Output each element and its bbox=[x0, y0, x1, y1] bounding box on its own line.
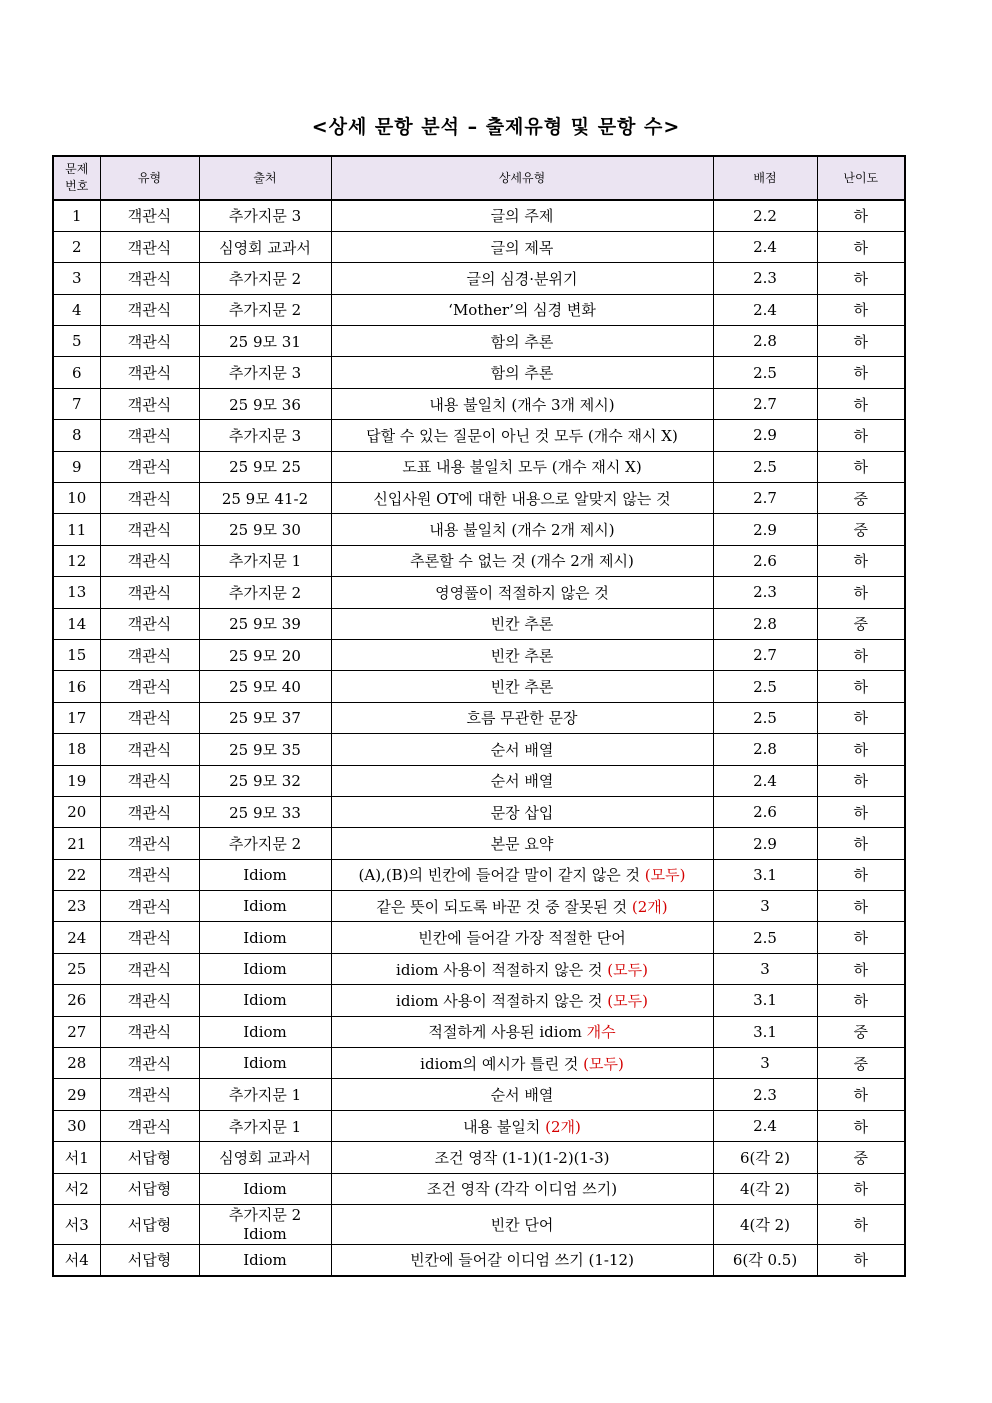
cell-source: 추가지문 3 bbox=[199, 357, 331, 388]
cell-difficulty: 하 bbox=[817, 231, 905, 262]
cell-number: 30 bbox=[53, 1110, 100, 1141]
cell-source: 25 9모 25 bbox=[199, 451, 331, 482]
cell-type: 객관식 bbox=[100, 828, 199, 859]
cell-number: 6 bbox=[53, 357, 100, 388]
cell-type: 객관식 bbox=[100, 796, 199, 827]
cell-difficulty: 하 bbox=[817, 451, 905, 482]
cell-type: 객관식 bbox=[100, 639, 199, 670]
cell-number: 27 bbox=[53, 1016, 100, 1047]
cell-detail bbox=[331, 765, 713, 796]
table-row bbox=[53, 985, 905, 1016]
cell-score: 2.2 bbox=[713, 200, 817, 231]
cell-score: 6(각 0.5) bbox=[713, 1245, 817, 1276]
cell-difficulty: 하 bbox=[817, 294, 905, 325]
table-row bbox=[53, 1245, 905, 1276]
cell-score: 2.8 bbox=[713, 608, 817, 639]
detail-text: 본문 요약 bbox=[490, 835, 554, 853]
detail-text: 도표 내용 불일치 모두 (개수 재시 X) bbox=[402, 458, 642, 477]
cell-type: 객관식 bbox=[100, 734, 199, 765]
cell-difficulty: 중 bbox=[817, 514, 905, 545]
cell-score: 6(각 2) bbox=[713, 1142, 817, 1173]
table-row bbox=[53, 294, 905, 325]
cell-difficulty: 하 bbox=[817, 200, 905, 231]
cell-number: 12 bbox=[53, 545, 100, 576]
cell-detail bbox=[331, 639, 713, 670]
detail-highlight: (모두) bbox=[607, 991, 648, 1010]
table-row bbox=[53, 1048, 905, 1079]
page-title: <상세 문항 분석 – 출제유형 및 문항 수> bbox=[311, 116, 681, 138]
table-row bbox=[53, 953, 905, 984]
cell-type: 서답형 bbox=[100, 1245, 199, 1276]
table-row bbox=[53, 796, 905, 827]
table-row bbox=[53, 702, 905, 733]
table-row bbox=[53, 200, 905, 231]
cell-source: Idiom bbox=[199, 985, 331, 1016]
cell-number: 서1 bbox=[53, 1142, 100, 1173]
cell-number: 24 bbox=[53, 922, 100, 953]
cell-detail bbox=[331, 357, 713, 388]
cell-detail bbox=[331, 891, 713, 922]
cell-score: 3.1 bbox=[713, 1016, 817, 1047]
cell-detail bbox=[331, 326, 713, 357]
cell-source: 추가지문 1 bbox=[199, 545, 331, 576]
cell-detail bbox=[331, 1205, 713, 1245]
detail-text: 순서 배열 bbox=[490, 1086, 554, 1105]
table-row bbox=[53, 1142, 905, 1173]
detail-text: 빈칸에 들어갈 이디엄 쓰기 (1-12) bbox=[410, 1251, 634, 1270]
cell-difficulty: 중 bbox=[817, 1016, 905, 1047]
cell-detail bbox=[331, 985, 713, 1016]
cell-number: 서2 bbox=[53, 1173, 100, 1204]
cell-difficulty: 하 bbox=[817, 1110, 905, 1141]
detail-text: 내용 불일치 bbox=[463, 1117, 546, 1136]
table-row bbox=[53, 231, 905, 262]
cell-type: 객관식 bbox=[100, 483, 199, 514]
cell-detail bbox=[331, 1016, 713, 1047]
cell-difficulty: 하 bbox=[817, 765, 905, 796]
cell-difficulty: 하 bbox=[817, 922, 905, 953]
cell-source: 25 9모 30 bbox=[199, 514, 331, 545]
detail-text: idiom 사용이 적절하지 않은 것 bbox=[396, 960, 608, 979]
cell-type: 서답형 bbox=[100, 1173, 199, 1204]
cell-type: 객관식 bbox=[100, 200, 199, 231]
cell-detail bbox=[331, 294, 713, 325]
cell-difficulty: 중 bbox=[817, 1142, 905, 1173]
cell-type: 객관식 bbox=[100, 859, 199, 890]
cell-score: 2.9 bbox=[713, 514, 817, 545]
cell-number: 8 bbox=[53, 420, 100, 451]
cell-number: 7 bbox=[53, 388, 100, 419]
table-row bbox=[53, 1110, 905, 1141]
cell-source: Idiom bbox=[199, 922, 331, 953]
header-type: 유형 bbox=[100, 156, 199, 200]
detail-text: 같은 뜻이 되도록 바꾼 것 중 잘못된 것 bbox=[376, 897, 632, 916]
detail-text: 내용 불일치 (개수 3개 제시) bbox=[429, 395, 615, 414]
cell-type: 객관식 bbox=[100, 985, 199, 1016]
detail-text: 적절하게 사용된 idiom bbox=[428, 1023, 587, 1042]
cell-score: 2.7 bbox=[713, 483, 817, 514]
cell-source: 25 9모 36 bbox=[199, 388, 331, 419]
cell-source: 추가지문 2 bbox=[199, 828, 331, 859]
table-row bbox=[53, 263, 905, 294]
cell-number: 16 bbox=[53, 671, 100, 702]
detail-text: 함의 추론 bbox=[490, 332, 554, 351]
cell-source: 25 9모 39 bbox=[199, 608, 331, 639]
cell-score: 3.1 bbox=[713, 985, 817, 1016]
table-row bbox=[53, 483, 905, 514]
table-row bbox=[53, 357, 905, 388]
cell-number: 서3 bbox=[53, 1205, 100, 1245]
cell-difficulty: 하 bbox=[817, 734, 905, 765]
cell-difficulty: 하 bbox=[817, 1079, 905, 1110]
table-row bbox=[53, 922, 905, 953]
cell-detail bbox=[331, 1079, 713, 1110]
detail-text: 빈칸에 들어갈 가장 적절한 단어 bbox=[418, 929, 626, 948]
table-row bbox=[53, 828, 905, 859]
cell-detail bbox=[331, 922, 713, 953]
cell-detail bbox=[331, 796, 713, 827]
detail-highlight: (모두) bbox=[644, 866, 686, 885]
detail-highlight: (2개) bbox=[545, 1117, 581, 1136]
cell-detail bbox=[331, 483, 713, 514]
cell-type: 객관식 bbox=[100, 1110, 199, 1141]
cell-difficulty: 하 bbox=[817, 388, 905, 419]
cell-difficulty: 하 bbox=[817, 985, 905, 1016]
cell-source: 25 9모 32 bbox=[199, 765, 331, 796]
cell-source: 추가지문 1 bbox=[199, 1110, 331, 1141]
detail-text: 빈칸 추론 bbox=[490, 646, 554, 665]
cell-detail bbox=[331, 608, 713, 639]
cell-source: Idiom bbox=[199, 1173, 331, 1204]
cell-score: 3 bbox=[713, 953, 817, 984]
cell-source: 추가지문 2 Idiom bbox=[199, 1205, 331, 1245]
table-row bbox=[53, 671, 905, 702]
cell-score: 2.4 bbox=[713, 765, 817, 796]
cell-difficulty: 하 bbox=[817, 263, 905, 294]
cell-source: 추가지문 3 bbox=[199, 420, 331, 451]
cell-source: 추가지문 2 bbox=[199, 294, 331, 325]
detail-text: 순서 배열 bbox=[490, 740, 554, 759]
cell-difficulty: 중 bbox=[817, 1048, 905, 1079]
cell-difficulty: 하 bbox=[817, 420, 905, 451]
analysis-table bbox=[52, 155, 906, 1277]
detail-text: 빈칸 단어 bbox=[490, 1216, 554, 1234]
table-row bbox=[53, 326, 905, 357]
cell-source: 25 9모 20 bbox=[199, 639, 331, 670]
cell-detail bbox=[331, 1048, 713, 1079]
cell-number: 28 bbox=[53, 1048, 100, 1079]
detail-text: 조건 영작 (1-1)(1-2)(1-3) bbox=[434, 1148, 610, 1167]
cell-score: 3 bbox=[713, 1048, 817, 1079]
cell-type: 객관식 bbox=[100, 1016, 199, 1047]
cell-score: 2.5 bbox=[713, 451, 817, 482]
cell-detail bbox=[331, 1142, 713, 1173]
cell-score: 2.5 bbox=[713, 922, 817, 953]
table-row bbox=[53, 1016, 905, 1047]
cell-difficulty: 하 bbox=[817, 796, 905, 827]
cell-difficulty: 하 bbox=[817, 859, 905, 890]
cell-difficulty: 하 bbox=[817, 1205, 905, 1245]
cell-score: 4(각 2) bbox=[713, 1205, 817, 1245]
cell-type: 객관식 bbox=[100, 388, 199, 419]
table-row bbox=[53, 420, 905, 451]
cell-detail bbox=[331, 734, 713, 765]
detail-text: ‘Mother’의 심경 변화 bbox=[448, 301, 596, 320]
cell-source: 25 9모 37 bbox=[199, 702, 331, 733]
cell-source: 25 9모 31 bbox=[199, 326, 331, 357]
detail-highlight: (2개) bbox=[631, 897, 668, 916]
cell-score: 2.6 bbox=[713, 796, 817, 827]
cell-detail bbox=[331, 859, 713, 890]
table-row bbox=[53, 451, 905, 482]
cell-source: 추가지문 3 bbox=[199, 200, 331, 231]
cell-detail bbox=[331, 828, 713, 859]
detail-text: 영영풀이 적절하지 않은 것 bbox=[435, 583, 609, 602]
cell-type: 객관식 bbox=[100, 420, 199, 451]
detail-text: 빈칸 추론 bbox=[490, 678, 554, 697]
detail-text: 내용 불일치 (개수 2개 제시) bbox=[429, 521, 615, 540]
cell-source: 추가지문 2 bbox=[199, 577, 331, 608]
detail-text: 문장 삽입 bbox=[490, 803, 554, 822]
detail-text: 순서 배열 bbox=[490, 772, 554, 791]
cell-number: 23 bbox=[53, 891, 100, 922]
cell-number: 20 bbox=[53, 796, 100, 827]
detail-highlight: 개수 bbox=[586, 1023, 616, 1042]
cell-number: 15 bbox=[53, 639, 100, 670]
cell-difficulty: 하 bbox=[817, 639, 905, 670]
table-row bbox=[53, 1173, 905, 1204]
cell-score: 2.4 bbox=[713, 231, 817, 262]
table-header-row bbox=[53, 156, 905, 200]
cell-number: 1 bbox=[53, 200, 100, 231]
cell-score: 3.1 bbox=[713, 859, 817, 890]
table-row bbox=[53, 1205, 905, 1245]
cell-type: 객관식 bbox=[100, 451, 199, 482]
cell-type: 객관식 bbox=[100, 357, 199, 388]
detail-text: 함의 추론 bbox=[490, 364, 554, 383]
cell-number: 17 bbox=[53, 702, 100, 733]
cell-number: 3 bbox=[53, 263, 100, 294]
detail-text: 추론할 수 없는 것 (개수 2개 제시) bbox=[410, 552, 634, 571]
detail-text: 글의 제목 bbox=[490, 238, 554, 257]
detail-text: idiom의 예시가 틀린 것 bbox=[420, 1054, 584, 1073]
cell-detail bbox=[331, 1245, 713, 1276]
cell-source: Idiom bbox=[199, 1016, 331, 1047]
cell-source: Idiom bbox=[199, 953, 331, 984]
cell-number: 22 bbox=[53, 859, 100, 890]
cell-detail bbox=[331, 388, 713, 419]
cell-number: 4 bbox=[53, 294, 100, 325]
cell-difficulty: 하 bbox=[817, 326, 905, 357]
cell-source: 25 9모 40 bbox=[199, 671, 331, 702]
cell-detail bbox=[331, 1110, 713, 1141]
cell-type: 객관식 bbox=[100, 922, 199, 953]
cell-type: 객관식 bbox=[100, 231, 199, 262]
cell-number: 14 bbox=[53, 608, 100, 639]
table-row bbox=[53, 388, 905, 419]
cell-score: 2.9 bbox=[713, 828, 817, 859]
cell-detail bbox=[331, 420, 713, 451]
cell-detail bbox=[331, 545, 713, 576]
detail-text: 신입사원 OT에 대한 내용으로 알맞지 않는 것 bbox=[373, 489, 671, 508]
cell-detail bbox=[331, 231, 713, 262]
cell-score: 2.6 bbox=[713, 545, 817, 576]
cell-type: 객관식 bbox=[100, 953, 199, 984]
cell-score: 4(각 2) bbox=[713, 1173, 817, 1204]
cell-score: 2.5 bbox=[713, 702, 817, 733]
cell-score: 2.9 bbox=[713, 420, 817, 451]
cell-difficulty: 하 bbox=[817, 545, 905, 576]
cell-type: 객관식 bbox=[100, 294, 199, 325]
cell-type: 객관식 bbox=[100, 1048, 199, 1079]
cell-detail bbox=[331, 1173, 713, 1204]
cell-score: 3 bbox=[713, 891, 817, 922]
cell-type: 객관식 bbox=[100, 545, 199, 576]
cell-number: 서4 bbox=[53, 1245, 100, 1276]
cell-detail bbox=[331, 200, 713, 231]
cell-score: 2.4 bbox=[713, 1110, 817, 1141]
cell-number: 13 bbox=[53, 577, 100, 608]
cell-score: 2.8 bbox=[713, 326, 817, 357]
table-row bbox=[53, 577, 905, 608]
cell-type: 객관식 bbox=[100, 326, 199, 357]
cell-source: Idiom bbox=[199, 891, 331, 922]
detail-text: idiom 사용이 적절하지 않은 것 bbox=[396, 991, 608, 1010]
detail-text: 흐름 무관한 문장 bbox=[466, 709, 578, 728]
header-detail: 상세유형 bbox=[331, 156, 713, 200]
cell-score: 2.8 bbox=[713, 734, 817, 765]
cell-number: 11 bbox=[53, 514, 100, 545]
cell-score: 2.4 bbox=[713, 294, 817, 325]
table-row bbox=[53, 891, 905, 922]
cell-type: 서답형 bbox=[100, 1205, 199, 1245]
table-row bbox=[53, 639, 905, 670]
table-row bbox=[53, 514, 905, 545]
cell-type: 객관식 bbox=[100, 608, 199, 639]
table-row bbox=[53, 734, 905, 765]
table-row bbox=[53, 545, 905, 576]
cell-number: 18 bbox=[53, 734, 100, 765]
cell-source: 추가지문 2 bbox=[199, 263, 331, 294]
cell-difficulty: 하 bbox=[817, 702, 905, 733]
detail-text: 조건 영작 (각각 이디엄 쓰기) bbox=[426, 1180, 618, 1199]
cell-difficulty: 중 bbox=[817, 483, 905, 514]
cell-detail bbox=[331, 702, 713, 733]
header-source: 출처 bbox=[199, 156, 331, 200]
cell-number: 2 bbox=[53, 231, 100, 262]
cell-type: 객관식 bbox=[100, 891, 199, 922]
cell-number: 5 bbox=[53, 326, 100, 357]
cell-source: Idiom bbox=[199, 1245, 331, 1276]
cell-score: 2.3 bbox=[713, 577, 817, 608]
cell-difficulty: 하 bbox=[817, 828, 905, 859]
cell-number: 19 bbox=[53, 765, 100, 796]
table-body bbox=[53, 200, 905, 1276]
cell-number: 9 bbox=[53, 451, 100, 482]
cell-type: 객관식 bbox=[100, 514, 199, 545]
cell-source: 25 9모 41-2 bbox=[199, 483, 331, 514]
detail-highlight: (모두) bbox=[607, 960, 648, 979]
cell-score: 2.7 bbox=[713, 639, 817, 670]
header-difficulty: 난이도 bbox=[817, 156, 905, 200]
table-row bbox=[53, 859, 905, 890]
cell-difficulty: 하 bbox=[817, 577, 905, 608]
detail-text: 빈칸 추론 bbox=[490, 615, 554, 634]
cell-source: 심영회 교과서 bbox=[199, 231, 331, 262]
cell-detail bbox=[331, 451, 713, 482]
cell-difficulty: 중 bbox=[817, 608, 905, 639]
detail-text: 답할 수 있는 질문이 아닌 것 모두 (개수 재시 X) bbox=[366, 426, 678, 445]
cell-number: 29 bbox=[53, 1079, 100, 1110]
cell-type: 객관식 bbox=[100, 577, 199, 608]
cell-source: 25 9모 33 bbox=[199, 796, 331, 827]
cell-source: 25 9모 35 bbox=[199, 734, 331, 765]
detail-text: 글의 주제 bbox=[490, 207, 554, 226]
cell-score: 2.7 bbox=[713, 388, 817, 419]
cell-difficulty: 하 bbox=[817, 357, 905, 388]
detail-highlight: (모두) bbox=[583, 1054, 624, 1073]
header-score: 배점 bbox=[713, 156, 817, 200]
detail-text: 글의 심경·분위기 bbox=[466, 269, 578, 288]
cell-type: 객관식 bbox=[100, 1079, 199, 1110]
cell-number: 10 bbox=[53, 483, 100, 514]
cell-number: 26 bbox=[53, 985, 100, 1016]
cell-type: 객관식 bbox=[100, 671, 199, 702]
table-row bbox=[53, 1079, 905, 1110]
cell-score: 2.5 bbox=[713, 671, 817, 702]
cell-type: 서답형 bbox=[100, 1142, 199, 1173]
cell-difficulty: 하 bbox=[817, 1173, 905, 1204]
cell-detail bbox=[331, 577, 713, 608]
table-row bbox=[53, 765, 905, 796]
cell-difficulty: 하 bbox=[817, 953, 905, 984]
cell-difficulty: 하 bbox=[817, 1245, 905, 1276]
cell-score: 2.3 bbox=[713, 263, 817, 294]
cell-number: 25 bbox=[53, 953, 100, 984]
detail-text: (A),(B)의 빈칸에 들어갈 말이 같지 않은 것 bbox=[358, 866, 645, 885]
cell-detail bbox=[331, 671, 713, 702]
cell-difficulty: 하 bbox=[817, 891, 905, 922]
cell-type: 객관식 bbox=[100, 765, 199, 796]
cell-type: 객관식 bbox=[100, 702, 199, 733]
cell-source: Idiom bbox=[199, 859, 331, 890]
cell-number: 21 bbox=[53, 828, 100, 859]
cell-type: 객관식 bbox=[100, 263, 199, 294]
table-row bbox=[53, 608, 905, 639]
cell-source: Idiom bbox=[199, 1048, 331, 1079]
cell-source: 심영회 교과서 bbox=[199, 1142, 331, 1173]
header-number: 문제 번호 bbox=[53, 156, 100, 200]
cell-difficulty: 하 bbox=[817, 671, 905, 702]
cell-detail bbox=[331, 514, 713, 545]
cell-source: 추가지문 1 bbox=[199, 1079, 331, 1110]
cell-detail bbox=[331, 953, 713, 984]
cell-score: 2.5 bbox=[713, 357, 817, 388]
cell-score: 2.3 bbox=[713, 1079, 817, 1110]
cell-detail bbox=[331, 263, 713, 294]
